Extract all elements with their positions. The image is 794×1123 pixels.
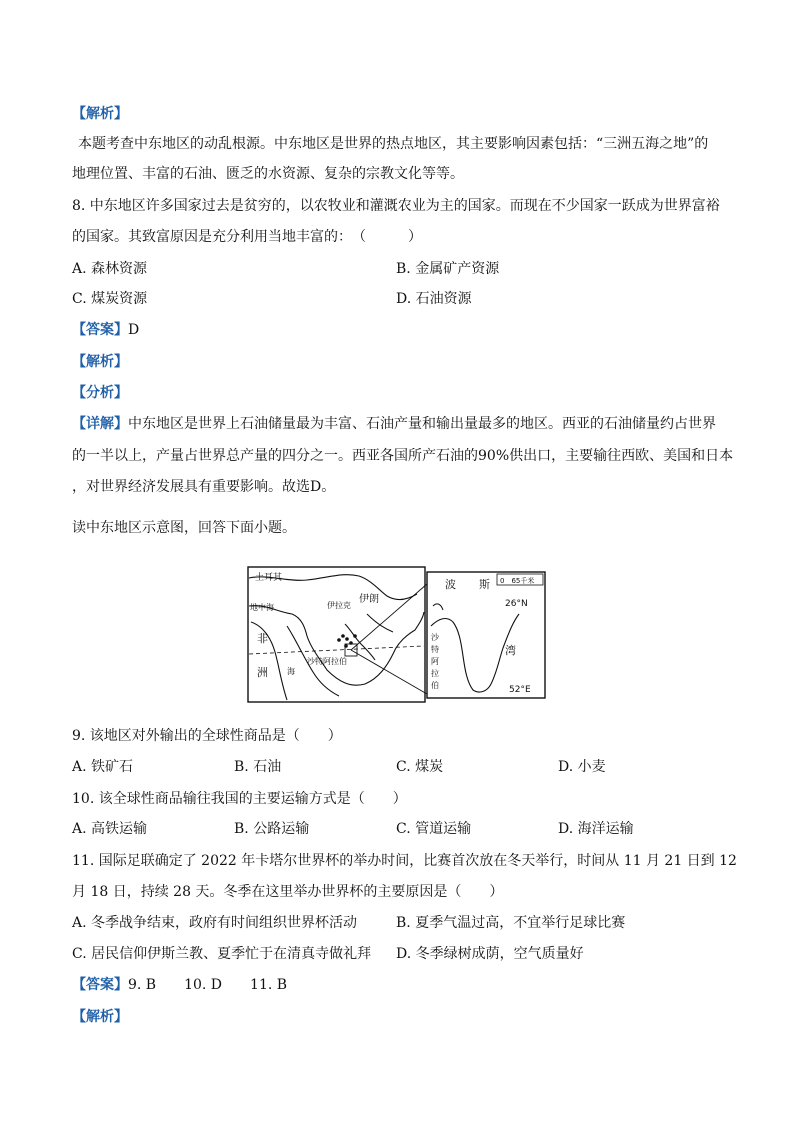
inset-label-saudi-5: 伯: [431, 681, 439, 690]
inset-label-latitude: 26°N: [505, 599, 528, 609]
analysis-text-line2: 地理位置、丰富的石油、匮乏的水资源、复杂的宗教文化等等。: [72, 166, 464, 182]
q9-option-b: B. 石油: [234, 759, 282, 775]
inset-label-saudi-2: 特: [431, 645, 439, 654]
q10-option-a: A. 高铁运输: [72, 821, 148, 837]
label-africa-1: 非: [257, 632, 268, 645]
label-africa-2: 洲: [257, 666, 268, 679]
q8-answer-value: D: [128, 322, 140, 338]
q8-option-d: D. 石油资源: [396, 291, 472, 307]
label-mediterranean: 地中海: [250, 603, 274, 612]
q11-option-d: D. 冬季绿树成荫，空气质量好: [396, 946, 584, 962]
q8-option-c: C. 煤炭资源: [72, 291, 148, 307]
detail-header: 【详解】: [72, 416, 128, 432]
q8-answer-line: [72, 320, 139, 340]
combined-answer-line: [72, 975, 287, 995]
q11-option-b: B. 夏季气温过高，不宜举行足球比赛: [396, 915, 626, 931]
q11-stem-line1: 11. 国际足联确定了 2022 年卡塔尔世界杯的举办时间，比赛首次放在冬天举行，时间从 11 月 21 日到 12: [72, 853, 737, 869]
inset-label-saudi-4: 拉: [431, 669, 439, 678]
map-intro: 读中东地区示意图，回答下面小题。: [72, 520, 296, 536]
combined-answer-value: 9. B 10. D 11. B: [128, 977, 288, 993]
q9-option-c: C. 煤炭: [396, 759, 444, 775]
q8-stem-line1: 8. 中东地区许多国家过去是贫穷的，以农牧业和灌溉农业为主的国家。而现在不少国家一跃成为世界富裕: [72, 198, 720, 214]
inset-label-persian-2: 斯: [479, 578, 490, 591]
q10-option-d: D. 海洋运输: [558, 821, 634, 837]
label-iran: 伊朗: [359, 594, 379, 605]
q9-option-a: A. 铁矿石: [72, 759, 134, 775]
label-turkey: 土耳其: [255, 573, 283, 583]
label-iraq: 伊拉克: [327, 601, 351, 610]
combined-answer-header: 【答案】: [72, 977, 128, 993]
inset-label-gulf: 湾: [505, 644, 516, 657]
q8-analysis-header: 【解析】: [72, 354, 128, 370]
label-red-sea: 海: [287, 667, 295, 676]
main-map-frame: [248, 567, 425, 702]
label-saudi: 沙特阿拉伯: [307, 657, 347, 666]
inset-label-longitude: 52°E: [509, 685, 531, 695]
q11-stem-line2: 月 18 日，持续 28 天。冬季在这里举办世界杯的主要原因是（ ）: [72, 884, 504, 900]
q11-option-c: C. 居民信仰伊斯兰教、夏季忙于在清真寺做礼拜: [72, 946, 372, 962]
answer-header: 【答案】: [72, 322, 128, 338]
q8-detail-text1: 中东地区是世界上石油储量最为丰富、石油产量和输出量最多的地区。西亚的石油储量约占世界: [128, 416, 716, 432]
inset-label-saudi-3: 阿: [431, 657, 439, 666]
q8-fenxi-header: 【分析】: [72, 385, 128, 401]
analysis-header: 【解析】: [72, 106, 128, 122]
q11-option-a: A. 冬季战争结束，政府有时间组织世界杯活动: [72, 915, 358, 931]
q8-stem-line2: 的国家。其致富原因是充分利用当地丰富的： （ ）: [72, 229, 422, 245]
final-analysis-header: 【解析】: [72, 1009, 128, 1025]
inset-scale: 0 65千米: [500, 577, 535, 585]
q8-detail-line1: [72, 414, 716, 434]
q8-option-a: A. 森林资源: [72, 261, 148, 277]
q8-option-b: B. 金属矿产资源: [396, 261, 500, 277]
inset-label-saudi-1: 沙: [431, 633, 439, 642]
q8-detail-line2: 的一半以上，产量占世界总产量的四分之一。西亚各国所产石油的90%供出口，主要输往西欧、美国和日本: [72, 448, 734, 464]
analysis-text-line1: 本题考查中东地区的动乱根源。中东地区是世界的热点地区，其主要影响因素包括：“三洲五海之地”的: [78, 136, 709, 152]
q8-detail-line3: ，对世界经济发展具有重要影响。故选D。: [72, 479, 336, 495]
q9-stem: 9. 该地区对外输出的全球性商品是（ ）: [72, 728, 342, 744]
middle-east-map: [247, 566, 547, 704]
q9-option-d: D. 小麦: [558, 759, 606, 775]
inset-label-persian-1: 波: [445, 578, 456, 591]
q10-stem: 10. 该全球性商品输往我国的主要运输方式是（ ）: [72, 791, 407, 807]
q10-option-b: B. 公路运输: [234, 821, 310, 837]
q10-option-c: C. 管道运输: [396, 821, 472, 837]
